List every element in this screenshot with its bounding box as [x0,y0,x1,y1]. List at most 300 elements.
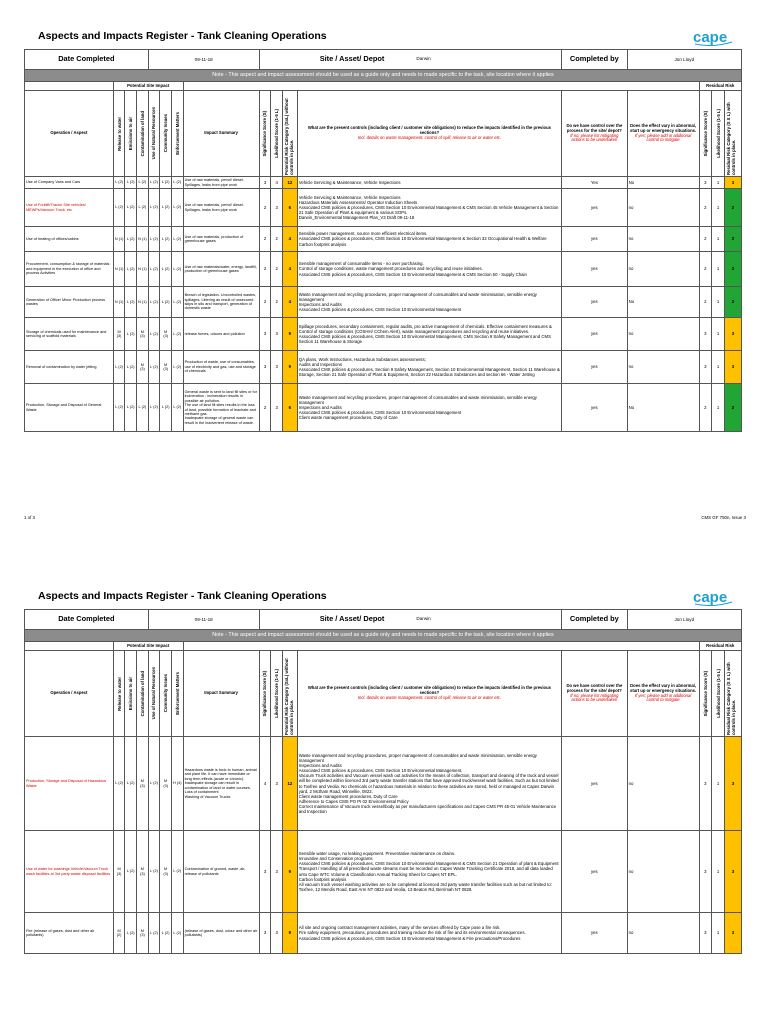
potential-risk-header [282,651,297,737]
abnormal-answer: no [627,831,699,913]
operation-cell: Procurement, consumption & storage of materials and equipment in the execution of office and process Activities [25,252,114,287]
residual-risk-category: 2 [724,252,741,287]
impact-column-header [113,91,125,177]
likelihood-score: 2 [271,227,283,252]
operation-cell: Storage of chemicals used for maintenance and servicing of scaffold materials [25,318,114,351]
register-table [24,609,742,954]
site-label: Site / Asset/ Depot Darwin [259,50,561,70]
impact-rating: L (2) [125,318,137,351]
guidance-note: Note - This aspect and impact assessment should be used as a guide only and needs to made specific to the task, site location where it applies [25,630,742,642]
operation-cell: Use of water for washings Vehicle/Vacuum Truck wash facilities at 3rd party waste disposal facilities [25,831,114,913]
group-blank [25,82,114,91]
potential-risk-header [282,91,297,177]
residual-category-header [724,651,741,737]
operation-cell: Use of heating of offices/cabins [25,227,114,252]
operation-cell: Fire (release of gases, dust and other air pollutants) [25,913,114,954]
potential-risk-score: 6 [282,189,297,227]
cape-logo-icon [692,586,734,608]
impact-rating: L (2) [148,177,160,189]
impact-rating: L (2) [148,737,160,831]
residual-significance: 2 [699,189,712,227]
residual-risk-category: 3 [724,318,741,351]
residual-significance-header-label: Significance Score (S) [702,110,708,157]
abnormal-answer: No [627,384,699,432]
impact-column-label: Emissions to air [128,676,134,711]
impact-column-header [137,91,149,177]
controls-header [297,91,561,177]
potential-risk-score: 9 [282,318,297,351]
table-row [25,318,742,351]
significance-score: 2 [259,287,271,318]
controls-cell: Sensible power management, source more efficient electrical items. Associated CMS policies & procedures, CMS Section 10 Environmental Management & Section 32 Occupational Health & Welfare Carbon footprint analysis [297,227,561,252]
potential-risk-score: 9 [282,831,297,913]
svg-text:cape: cape [693,589,728,606]
residual-risk-category: 3 [724,831,741,913]
residual-significance: 3 [699,831,712,913]
completed-value: Jon Lloyd [627,610,741,630]
significance-score: 3 [259,831,271,913]
operation-cell: Use of Company Vans and Cars [25,177,114,189]
impact-summary-cell: Contamination of ground, waste ,air, release of pollutants [183,831,259,913]
control-question: Do we have control over the process for the site/ depot? [566,682,623,693]
column-header-row [25,91,742,177]
site-value-text: Darwin [416,56,431,61]
impact-rating: L (2) [160,177,172,189]
significance-header [259,91,271,177]
impact-rating: L (2) [113,351,125,384]
impact-rating: M (3) [137,913,149,954]
impact-column-header [160,651,172,737]
date-value: 09-11-18 [148,50,259,70]
impact-column-header [171,651,183,737]
potential-risk-score: 12 [282,737,297,831]
potential-impact-heading: Potential Site Impact [113,82,183,91]
impact-rating: N (1) [113,287,125,318]
operation-cell: Generation of Office/ Minor Production process wastes [25,287,114,318]
abnormal-situations-header [627,651,699,737]
impact-rating: L (2) [113,189,125,227]
likelihood-score: 3 [271,831,283,913]
impact-column-header [125,91,137,177]
impact-rating: L (2) [171,287,183,318]
group-row [25,82,742,91]
impact-rating: L (2) [171,384,183,432]
residual-significance: 2 [699,227,712,252]
impact-column-header [125,651,137,737]
controls-header [297,651,561,737]
impact-column-label: Contamination of land [139,670,145,717]
impact-column-header [137,651,149,737]
abnormal-note: If yes; please add in additional control to mitigate [634,132,692,143]
form-reference: CMS GF 750n, Issue 3 [701,515,746,520]
potential-impact-heading: Potential Site Impact [113,642,183,651]
residual-significance-header [699,651,712,737]
table-row [25,189,742,227]
controls-note: Incl. details on waste management, control of spill, release to air or water etc. [357,134,501,140]
group-blank [25,642,114,651]
site-label: Site / Asset/ Depot Darwin [259,610,561,630]
impact-summary-cell: Use of raw materials/water, energy, landfill, production of greenhouse gases [183,252,259,287]
control-note: If no; please list mitigating actions to be undertaken [570,132,619,143]
significance-header-label: Significance Score (S) [262,110,268,157]
impact-rating: L (2) [148,318,160,351]
significance-header-label: Significance Score (S) [262,670,268,717]
controls-cell: Spillage procedures, secondary containment, regular audits, pro active management of chemicals. Effective containment measures & Control of storage conditions (COSHH/ CChem Alert), waste management procedures and recycling and reuse initiatives. Associated CMS policies & procedures, CMS Section 10 Environmental Management, CMS Section 9 Safety Management and CMS Section 11 Warehouse & Storage [297,318,561,351]
control-over-process-header [562,651,628,737]
impact-rating: L (2) [125,189,137,227]
impact-rating: N (1) [137,252,149,287]
table-row [25,831,742,913]
abnormal-answer: no [627,351,699,384]
control-answer: yes [562,351,628,384]
impact-rating: L (2) [148,913,160,954]
impact-rating: L (2) [137,189,149,227]
residual-significance: 3 [699,177,712,189]
likelihood-score: 3 [271,384,283,432]
impact-rating: L (2) [125,177,137,189]
residual-likelihood: 1 [712,913,725,954]
impact-rating: L (2) [171,252,183,287]
table-row [25,287,742,318]
abnormal-answer: no [627,189,699,227]
impact-column-header [148,651,160,737]
completed-label: Completed by [562,610,628,630]
operation-header: Operation / Aspect [25,91,114,177]
register-sheet [24,49,742,432]
note-row [25,630,742,642]
header-block [25,50,742,70]
abnormal-answer: No [627,177,699,189]
impact-column-header [148,91,160,177]
control-over-process-header [562,91,628,177]
potential-risk-score: 4 [282,227,297,252]
impact-column-label: Community Issues [163,674,169,713]
abnormal-question: Does the effect vary in abnormal, start up or emergency situations. [630,682,697,693]
page-number: 1 of 3 [24,515,35,520]
residual-likelihood: 1 [712,177,725,189]
impact-rating: L (2) [113,384,125,432]
group-blank [183,642,699,651]
impact-rating: L (2) [171,177,183,189]
potential-risk-score: 4 [282,287,297,318]
impact-rating: N (1) [137,227,149,252]
residual-likelihood: 1 [712,831,725,913]
residual-likelihood: 1 [712,287,725,318]
table-row [25,177,742,189]
impact-summary-cell: Breach of legislation. Uncontrolled wastes, spillages. Littering as result of unsecured skips in situ and transport, generation of domestic waste [183,287,259,318]
residual-likelihood: 1 [712,737,725,831]
table-row [25,737,742,831]
abnormal-question: Does the effect vary in abnormal, start up or emergency situations. [630,122,697,133]
potential-risk-score: 9 [282,913,297,954]
residual-risk-category: 3 [724,351,741,384]
likelihood-score: 3 [271,318,283,351]
header-row [25,610,742,630]
svg-text:cape: cape [693,29,728,46]
residual-likelihood-header [712,91,725,177]
header-block [25,610,742,630]
significance-score: 3 [259,913,271,954]
group-blank [183,82,699,91]
controls-cell: Sensible management of consumable items - no over purchasing. Control of storage conditions, waste management procedures and recycling and reuse initiatives. Associated CMS policies & procedures, CMS Section 10 Environmental Management & CMS Section 50 - Supply Chain [297,252,561,287]
residual-risk-category: 2 [724,287,741,318]
residual-risk-category: 3 [724,177,741,189]
abnormal-answer: No [627,287,699,318]
impact-rating: L (2) [148,189,160,227]
potential-risk-score: 6 [282,384,297,432]
operation-cell: Use of Forklift/Tractor Site vehicles/ MEWPs/Vacuum Truck, etc [25,189,114,227]
residual-risk-category: 2 [724,227,741,252]
table-row [25,913,742,954]
cape-logo-icon [692,26,734,48]
impact-rating: L (2) [171,189,183,227]
significance-score: 2 [259,227,271,252]
impact-rating: L (2) [125,351,137,384]
residual-likelihood: 1 [712,227,725,252]
residual-significance-header [699,91,712,177]
likelihood-score: 4 [271,177,283,189]
impact-rating: L (2) [160,227,172,252]
impact-rating: L (2) [171,227,183,252]
impact-rating: L (2) [125,913,137,954]
page-2 [0,560,768,1024]
residual-likelihood-header-label: Likelihood Score (1-5 L) [715,669,721,718]
operation-header: Operation / Aspect [25,651,114,737]
impact-rating: L (2) [125,737,137,831]
impact-column-header [171,91,183,177]
impact-rating: M (3) [137,831,149,913]
control-answer: yes [562,287,628,318]
likelihood-header-label: Likelihood Score (1-5 L) [274,109,280,158]
control-answer: yes [562,227,628,252]
impact-rating: L (2) [125,252,137,287]
controls-cell: Sensible water usage, no leaking equipment. Preventative maintenance on drains. Innovative and Conservation programs Associated CMS policies & procedures, CMS Section 10 Environmental Management & CMS Section 21 Operation of plant & Equipment Transport / Handling of all prescribed waste streams must be recorded on Capes Waste Tracking Certificate 2018, and all data loaded onto Cape WTC Volume & Classification Annual Tracking Sheet for Capes NT EPL. Carbon footprint analysis All vacuum truck vessel washing activities are to be completed at licenced 3rd party waste transfer facilities such as but not limited to: Toxfree, 12 Mendis Road, East Arm NT 0822 and Veolia, 13 Beaton Rd, Berrimah NT 0828. [297,831,561,913]
likelihood-score: 2 [271,252,283,287]
residual-risk-heading: Residual Risk [699,82,741,91]
controls-question: What are the present controls (including client / customer site obligations) to reduce the impacts identified in the previous sections? [307,125,551,136]
register-sheet [24,609,742,954]
likelihood-header-label: Likelihood Score (1-5 L) [274,669,280,718]
impact-rating: L (2) [125,831,137,913]
impact-rating: M (2) [113,913,125,954]
residual-likelihood: 1 [712,318,725,351]
impact-column-label: Use of Natural Resources [151,667,157,720]
impact-rating: L (2) [148,351,160,384]
impact-rating: L (2) [160,384,172,432]
impact-column-label: Contamination of land [139,110,145,157]
controls-cell: QA plans, Work Instructions, Hazardous Substances assessments; Audits and Inspections Associated CMS policies & procedures, Section 9 Safety Management, Section 10 Environmental Management, Section 11 Warehouse & Storage, Section 21 Safe Operation of Plant & Equipment, Section 22 Hazardous Substances and section 66 - Water Jetting [297,351,561,384]
impact-rating: L (2) [160,287,172,318]
significance-score: 4 [259,737,271,831]
abnormal-situations-header [627,91,699,177]
controls-cell: Vehicle Servicing & Maintenance, Vehicle Inspections [297,177,561,189]
impact-summary-cell: release fumes, odours and pollution [183,318,259,351]
impact-rating: L (2) [148,252,160,287]
residual-significance: 2 [699,252,712,287]
residual-likelihood: 1 [712,351,725,384]
impact-rating: M (3) [137,351,149,384]
impact-rating: L (2) [160,913,172,954]
date-label: Date Completed [25,50,149,70]
residual-risk-heading: Residual Risk [699,642,741,651]
operation-cell: Production, Storage and Disposal of Hazardous Waste [25,737,114,831]
group-row [25,642,742,651]
significance-score: 2 [259,384,271,432]
page-title: Aspects and Impacts Register - Tank Cleaning Operations [38,590,327,602]
p1-body [25,70,742,432]
significance-score: 2 [259,252,271,287]
likelihood-score: 2 [271,287,283,318]
significance-score: 3 [259,318,271,351]
potential-risk-header-label: Potential Risk Category (SxL) without controls in place. [283,657,295,735]
impact-rating: M (3) [137,318,149,351]
impact-rating: L (2) [137,384,149,432]
table-row [25,351,742,384]
impact-rating: L (2) [160,252,172,287]
abnormal-answer: no [627,737,699,831]
p2-body [25,630,742,954]
impact-rating: M (3) [113,831,125,913]
significance-score: 3 [259,351,271,384]
control-question: Do we have control over the process for the site/ depot? [566,122,623,133]
register-table [24,49,742,432]
impact-rating: L (2) [148,227,160,252]
residual-significance: 2 [699,384,712,432]
impact-rating: M (3) [160,351,172,384]
impact-rating: L (2) [171,913,183,954]
impact-column-header [113,651,125,737]
residual-significance: 2 [699,287,712,318]
residual-significance: 3 [699,737,712,831]
table-row [25,252,742,287]
impact-column-label: Enforcement Matters [174,672,180,715]
note-row [25,70,742,82]
impact-summary-cell: (release of gases, dust, odour and other air pollutants) [183,913,259,954]
residual-risk-category: 3 [724,913,741,954]
header-row [25,50,742,70]
guidance-note: Note - This aspect and impact assessment should be used as a guide only and needs to made specific to the task, site location where it applies [25,70,742,82]
impact-rating: L (2) [113,737,125,831]
likelihood-header [271,91,283,177]
impact-rating: N (1) [137,287,149,318]
impact-column-label: Emissions to air [128,116,134,151]
impact-summary-cell: General waste is sent to land fill sites or for incineration ; incineration results in possible air pollution. The use of land fill sites results in the loss of land, possible formation of leachate and methane gas. Inadequate storage of general waste can result in the inadvertent release of waste. [183,384,259,432]
impact-rating: L (2) [125,287,137,318]
potential-risk-header-label: Potential Risk Category (SxL) without controls in place. [283,97,295,175]
residual-likelihood: 1 [712,189,725,227]
operation-cell: Removal of contamination by water jetting [25,351,114,384]
residual-likelihood-header [712,651,725,737]
likelihood-header [271,651,283,737]
impact-column-header [160,91,172,177]
residual-significance: 3 [699,351,712,384]
control-note: If no; please list mitigating actions to be undertaken [570,692,619,703]
controls-question: What are the present controls (including client / customer site obligations) to reduce the impacts identified in the previous sections? [307,685,551,696]
residual-risk-category: 3 [724,737,741,831]
likelihood-score: 3 [271,913,283,954]
significance-header [259,651,271,737]
impact-rating: M (3) [160,318,172,351]
residual-category-header [724,91,741,177]
potential-risk-score: 12 [282,177,297,189]
control-answer: yes [562,831,628,913]
residual-category-header-label: Residual Risk Category (S X L) with controls in place. [725,101,737,175]
residual-significance: 3 [699,913,712,954]
impact-rating: M (3) [137,737,149,831]
completed-label: Completed by [562,50,628,70]
control-answer: yes [562,913,628,954]
impact-column-label: Release to water [116,676,122,711]
significance-score: 2 [259,189,271,227]
impact-summary-cell: Use of raw materials, petrol/ diesel. Spillages, leaks from pipe work [183,189,259,227]
residual-likelihood: 1 [712,252,725,287]
abnormal-note: If yes; please add in additional control to mitigate [634,692,692,703]
residual-likelihood-header-label: Likelihood Score (1-5 L) [715,109,721,158]
controls-cell: Waste management and recycling procedures, proper management of consumables and waste minimisation, sensible energy management Inspections and Audits Associated CMS policies & procedures, CMS Section 10 Environmental Management [297,287,561,318]
impact-column-label: Release to water [116,116,122,151]
potential-risk-score: 9 [282,351,297,384]
impact-rating: L (2) [160,189,172,227]
control-answer: Yes [562,177,628,189]
impact-summary-cell: Hazardous waste is toxic to human, animal and plant life. It can have immediate or long term effects (acute or chronic). Inadequate storage can result in contamination of land or water courses. Loss of containment Washing of Vacuum Trucks [183,737,259,831]
residual-category-header-label: Residual Risk Category (S X L) with controls in place. [725,661,737,735]
likelihood-score: 3 [271,351,283,384]
significance-score: 3 [259,177,271,189]
impact-summary-header: Impact Summary [183,651,259,737]
likelihood-score: 3 [271,189,283,227]
table-row [25,384,742,432]
site-value-text: Darwin [416,616,431,621]
impact-rating: M (3) [160,737,172,831]
column-header-row [25,651,742,737]
impact-rating: L (2) [125,384,137,432]
impact-rating: L (2) [171,318,183,351]
impact-rating: N (1) [113,252,125,287]
abnormal-answer: no [627,318,699,351]
table-row [25,227,742,252]
controls-cell: Waste management and recycling procedures, proper management of consumables and waste minimisation, sensible energy management Inspections and Audits Associated CMS policies & procedures, CMS Section 10 Environmental Management. Vacuum Truck activities and Vacuum vessel wash out activities for the means of collection, transport and cleaning of the truck and vessel will be completed within licenced 3rd party waste transfer stations that have approved truck/vessel wash facilities. Such as but not limited to Toxfree and Veolia. No chemicals or hazardous materials in relation to these activities are stored, held or managed at Capes Darwin yard, 2 Mctham Road, Winnellie, 0822. Client waste management procedures, Duty of Care Adherence to Capes CMS PO PI 02 Environmental Policy Correct maintenance of Vacuum truck vessel/body as per manufacturers specifications and Capes CMS PR 45-01 Vehicle Maintenance and Inspection [297,737,561,831]
impact-summary-cell: Use of raw materials, petrol/ diesel. Spillages, leaks from pipe work [183,177,259,189]
impact-rating: M (3) [113,318,125,351]
impact-summary-cell: Use of raw materials, production of greenhouse gases [183,227,259,252]
potential-risk-score: 4 [282,252,297,287]
completed-value: Jon Lloyd [627,50,741,70]
impact-column-label: Use of Natural Resources [151,107,157,160]
impact-rating: L (2) [148,384,160,432]
residual-significance: 3 [699,318,712,351]
impact-rating: L (2) [125,227,137,252]
impact-rating: L (2) [171,351,183,384]
control-answer: yes [562,189,628,227]
residual-likelihood: 1 [712,384,725,432]
impact-rating: L (2) [113,177,125,189]
control-answer: yes [562,384,628,432]
residual-significance-header-label: Significance Score (S) [702,670,708,717]
controls-cell: Waste management and recycling procedures, proper management of consumables and waste minimisation, sensible energy management Inspections and Audits Associated CMS policies & procedures, CMS Section 10 Environmental Management Client waste management procedures, Duty of Care [297,384,561,432]
impact-summary-header: Impact Summary [183,91,259,177]
impact-column-label: Enforcement Matters [174,112,180,155]
abnormal-answer: no [627,913,699,954]
abnormal-answer: no [627,227,699,252]
controls-cell: Vehicle Servicing & Maintenance, Vehicle Inspections Hazardous Materials Assessments/ Operator Induction Sheets Associated CMS policies & procedures, CMS Section 10 Environmental Management & CMS Section 45 Vehicle Management & Section 21 Safe Operation of Plant & equipment & various SOPs. Darwin_Environmental Management Plan_V3 Draft 09-11-18 [297,189,561,227]
page-title: Aspects and Impacts Register - Tank Cleaning Operations [38,30,327,42]
residual-risk-category: 2 [724,189,741,227]
impact-summary-cell: Production of waste, use of consumables, use of electricity and gas, use and storage of chemicals [183,351,259,384]
controls-note: Incl. details on waste management, control of spill, release to air or water etc. [357,694,501,700]
impact-rating: H (4) [171,737,183,831]
control-answer: yes [562,318,628,351]
control-answer: yes [562,737,628,831]
